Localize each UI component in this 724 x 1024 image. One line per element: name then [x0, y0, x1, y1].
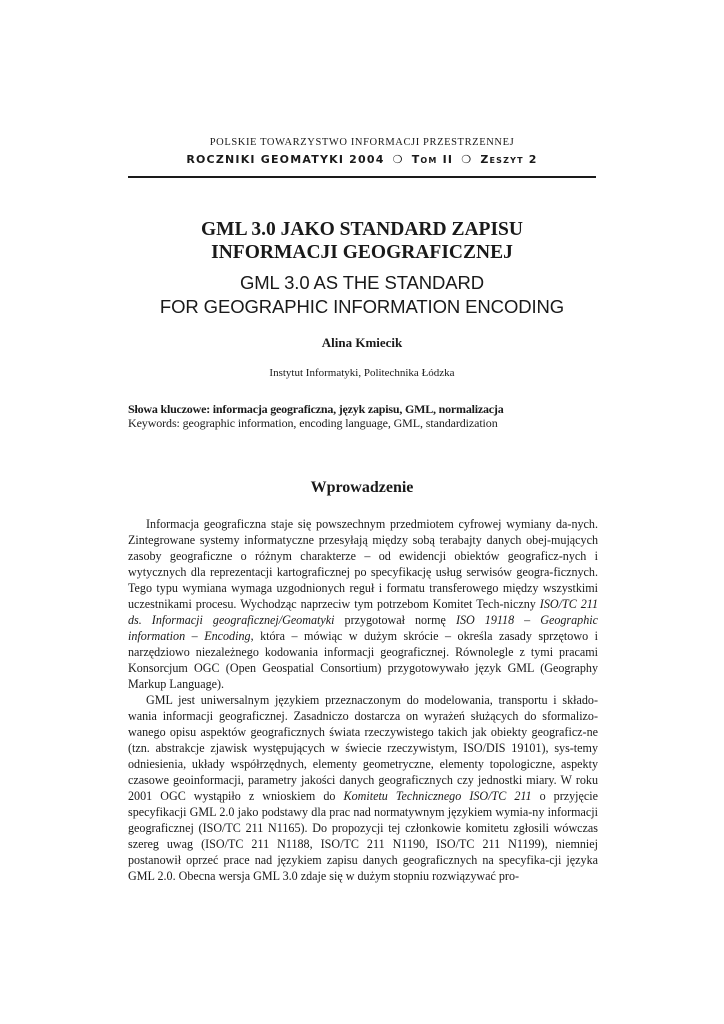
section-heading: Wprowadzenie	[310, 479, 414, 496]
author-affiliation: Instytut Informatyki, Politechnika Łódzka	[269, 367, 455, 379]
journal-name: ROCZNIKI GEOMATYKI 2004	[186, 153, 385, 166]
issue-label: Zeszyt 2	[480, 153, 538, 166]
title-polish-line2: INFORMACJI GEOGRAFICZNEJ	[211, 242, 513, 263]
separator-circle-icon: ❍	[392, 153, 404, 166]
paragraph-2	[128, 692, 598, 884]
keywords-english: Keywords: geographic information, encoding language, GML, standardization	[128, 416, 498, 430]
paragraph-1-text-a: Informacja geograficzna staje się powszechnym przedmiotem cyfrowej wymiany da-nych. Zintegrowane systemy informatyczne przesyłają między sobą terabajty danych obej-mujących zasoby geograficzne o różnym charakterze – od ewidencji obiektów geograficz-nych i wytycznych dla reprezentacji kartograficznej po specyfikację usług serwisów geogra-ficznych. Tego typu wymiana wymaga uzgodnionych reguł i formatu transferowego między wszystkimi uczestnikami procesu. Wychodząc naprzeciw tym potrzebom Komitet Tech-niczny	[128, 517, 598, 611]
paragraph-1-text-c: , która – mówiąc w dużym skrócie – określa zasady sprzętowo i narzędziowo niezależnego kodowania informacji geograficznej. Równolegle z tymi pracami Konsorcjum OGC (Open Geospatial Consortium) przygotowywało język GML (Geography Markup Language).	[128, 629, 598, 691]
separator-circle-icon: ❍	[461, 153, 473, 166]
body-text	[128, 516, 598, 884]
paragraph-1-italic-b: ISO 19118 – Geographic information – Encoding	[128, 613, 598, 643]
title-polish-line1: GML 3.0 JAKO STANDARD ZAPISU	[201, 219, 523, 240]
volume-label: Tom II	[411, 153, 454, 166]
title-english	[0, 271, 724, 319]
paragraph-1	[128, 516, 598, 692]
paragraph-1-italic-a: ISO/TC 211 ds. Informacji geograficznej/Geomatyki	[128, 597, 598, 627]
paragraph-2-text-a: GML jest uniwersalnym językiem przeznaczonym do modelowania, transportu i składo-wania informacji geograficznej. Zasadniczo dostarcza on wyrażeń służących do sformalizo-wanego opisu aspektów geograficznych świata rzeczywistego takich jak obiekty geograficz-ne (tzn. abstrakcje zjawisk występujących w świecie rzeczywistym, ISO/DIS 19101), sys-temy odniesienia, układy współrzędnych, elementy geometryczne, elementy topologiczne, aspekty czasowe geoinformacji, parametry jakości danych geograficznych czy jednostki miary. W roku 2001 OGC wystąpiło z wnioskiem do	[128, 693, 598, 803]
author-name: Alina Kmiecik	[321, 335, 403, 350]
paragraph-1-text-b: przygotował normę	[334, 613, 456, 627]
keywords-polish: Słowa kluczowe: informacja geograficzna, język zapisu, GML, normalizacja	[128, 402, 504, 416]
journal-header	[0, 153, 724, 166]
title-english-line1: GML 3.0 AS THE STANDARD	[239, 272, 485, 293]
paragraph-2-italic-a: Komitetu Technicznego ISO/TC 211	[343, 789, 532, 803]
header-rule	[128, 176, 596, 178]
paragraph-2-text-b: o przyjęcie specyfikacji GML 2.0 jako podstawy dla prac nad normatywnym językiem wymia-ny informacji geograficznej (ISO/TC 211 N1165). Do propozycji tej członkowie komitetu zgłosili wówczas szereg uwag (ISO/TC 211 N1188, ISO/TC 211 N1190, ISO/TC 211 N1199), niemniej postanowił oprzeć prace nad językiem zapisu danych geograficznych na specyfika-cji języka GML 2.0. Obecna wersja GML 3.0 zdaje się w dużym stopniu rozwiązywać pro-	[128, 789, 598, 883]
society-header: POLSKIE TOWARZYSTWO INFORMACJI PRZESTRZENNEJ	[209, 137, 515, 148]
title-polish	[0, 218, 724, 264]
title-english-line2: FOR GEOGRAPHIC INFORMATION ENCODING	[159, 296, 565, 317]
